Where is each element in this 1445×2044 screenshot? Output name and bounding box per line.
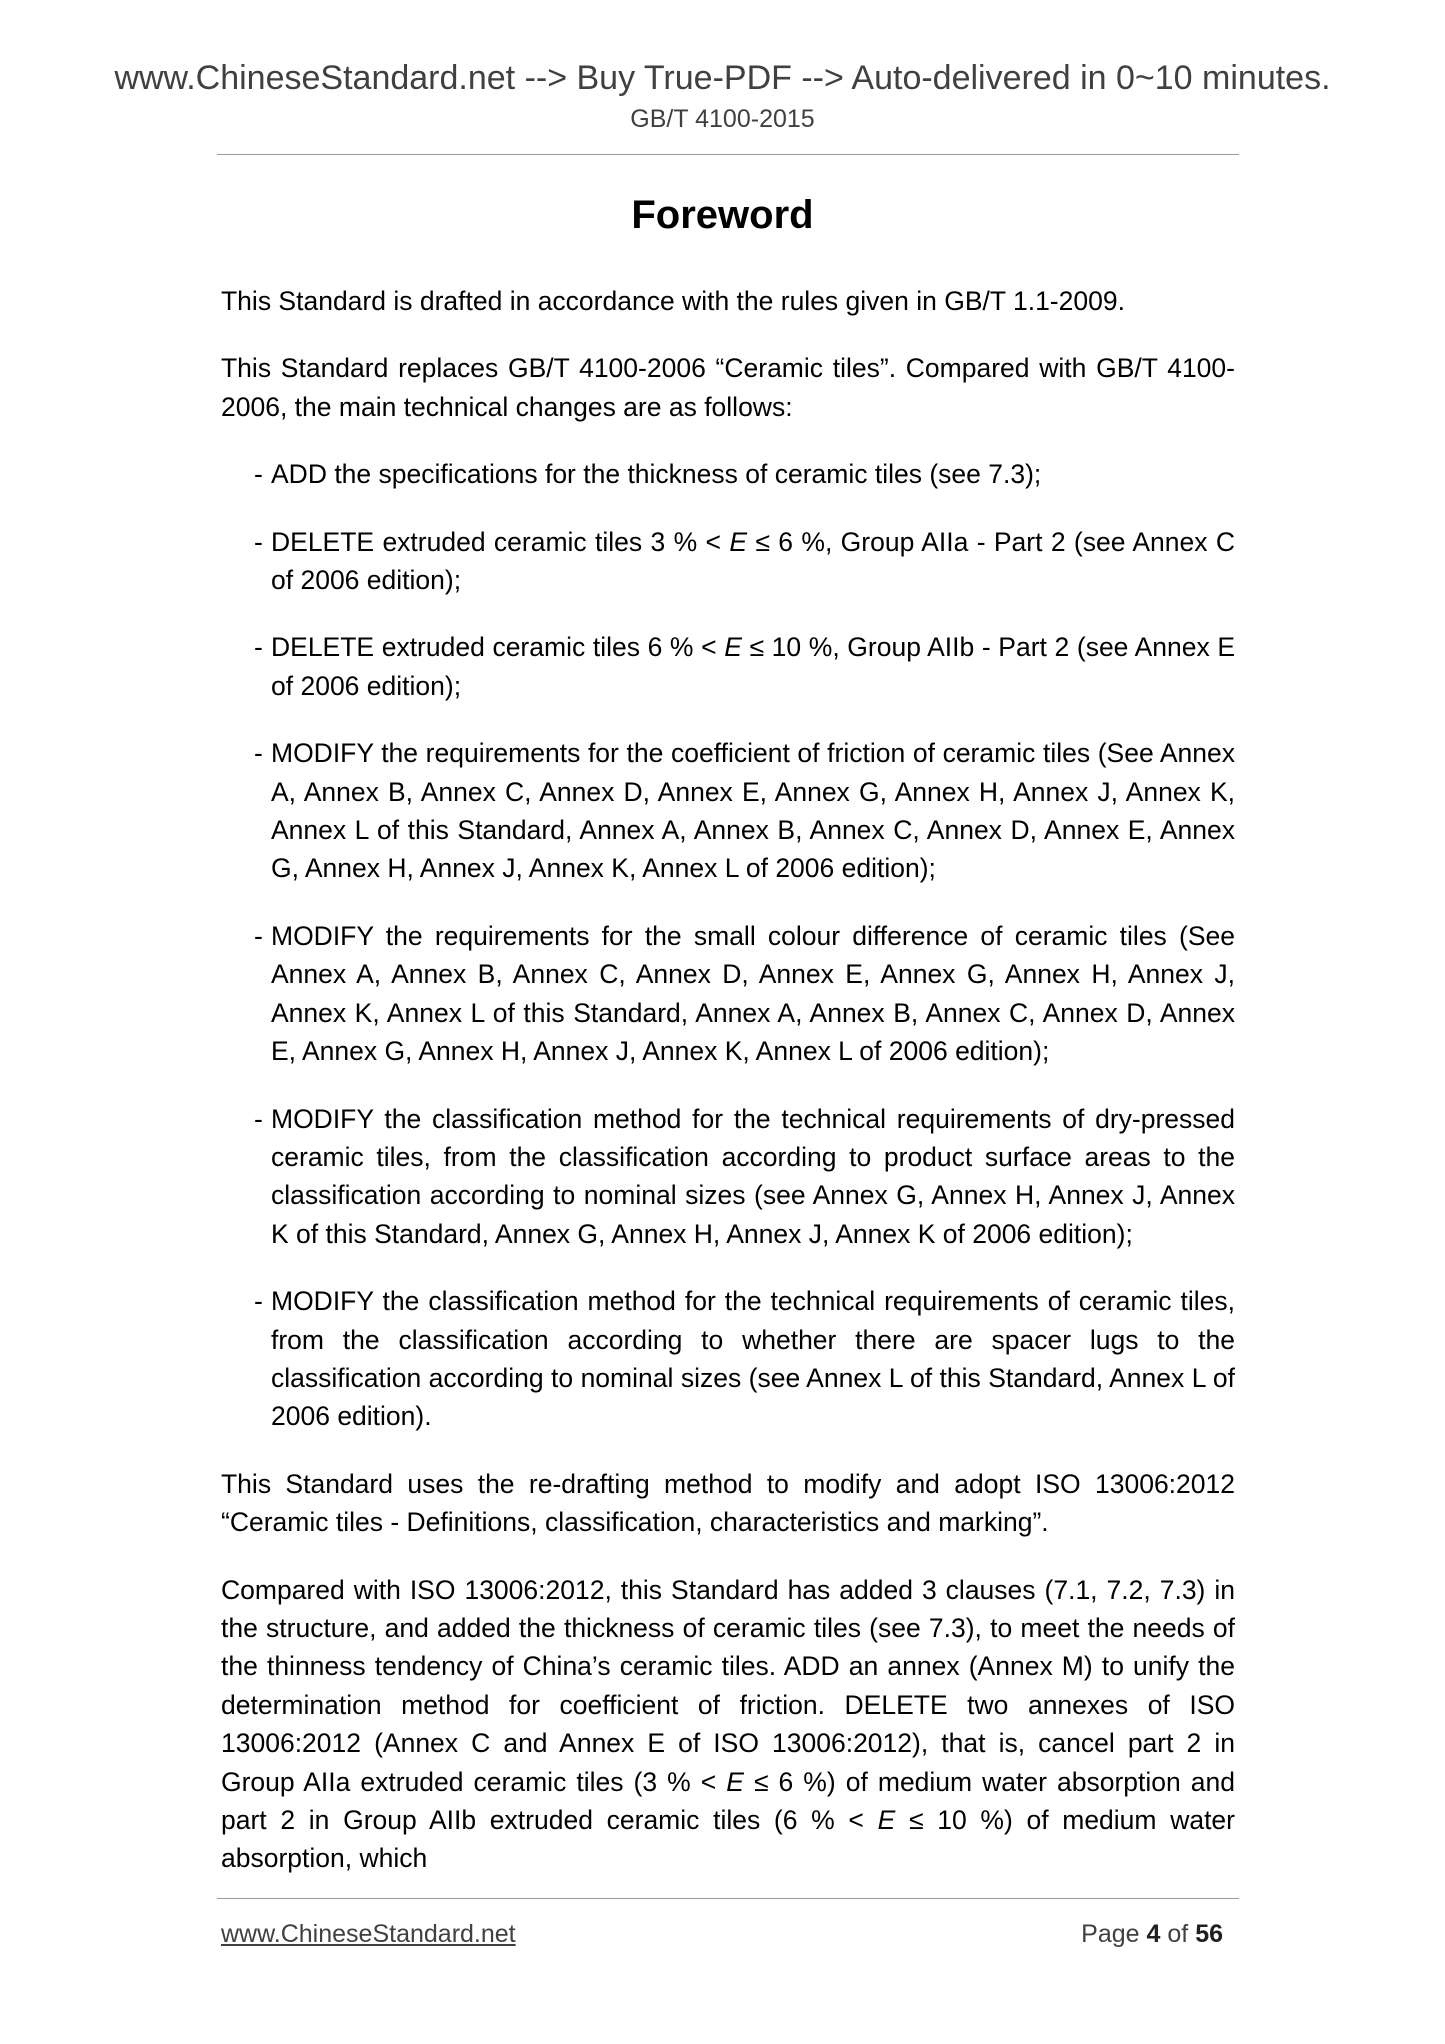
drafting-rules-paragraph: This Standard is drafted in accordance with the rules given in GB/T 1.1-2009.	[221, 286, 1125, 316]
list-dash: -	[254, 920, 263, 951]
variable-e: E	[877, 1805, 896, 1835]
change-item	[221, 734, 1235, 888]
variable-e: E	[724, 632, 742, 663]
change-item	[221, 917, 1235, 1071]
technical-changes-list	[221, 455, 1235, 1436]
standard-code: GB/T 4100-2015	[630, 105, 815, 133]
change-text-pre: DELETE extruded ceramic tiles 6 % <	[271, 632, 725, 663]
change-item	[221, 455, 1235, 493]
page-label: Page	[1081, 1920, 1140, 1948]
change-text: ADD the specifications for the thickness of ceramic tiles (see 7.3);	[271, 459, 1042, 490]
variable-e: E	[729, 526, 748, 557]
list-dash: -	[254, 738, 263, 769]
list-dash: -	[254, 1103, 263, 1134]
footer-divider	[217, 1898, 1239, 1899]
current-page-number: 4	[1146, 1920, 1161, 1948]
comparison-text-2: ≤ 6 %) of medium water absorption and part 2 in Group AIIb extruded ceramic tiles (6 % <	[221, 1766, 1235, 1835]
list-dash: -	[254, 526, 263, 557]
footer-site-link[interactable]: www.ChineseStandard.net	[221, 1920, 516, 1948]
header-divider	[217, 154, 1239, 155]
change-text: MODIFY the classification method for the technical requirements of dry-pressed ceramic tiles, from the classification according to product surface areas to the classification according to nominal sizes (see Annex G, Annex H, Annex J, Annex K of this Standard, Annex G, Annex H, Annex J, Annex K of 2006 edition);	[271, 1103, 1235, 1249]
change-item	[221, 1100, 1235, 1254]
total-pages-number: 56	[1195, 1920, 1223, 1948]
list-dash: -	[254, 632, 263, 663]
list-dash: -	[254, 1286, 263, 1317]
adoption-paragraph: This Standard uses the re-drafting method to modify and adopt ISO 13006:2012 “Ceramic tiles - Definitions, classification, characteristics and marking”.	[221, 1468, 1235, 1538]
foreword-body	[221, 282, 1235, 1907]
page-of-label: of	[1167, 1920, 1189, 1948]
change-text: MODIFY the classification method for the technical requirements of ceramic tiles, from the classification according to whether there are spacer lugs to the classification according to nominal sizes (see Annex L of this Standard, Annex L of 2006 edition).	[271, 1286, 1235, 1432]
change-text-post: ≤ 10 %, Group AIIb - Part 2 (see Annex E of 2006 edition);	[271, 632, 1236, 701]
replacement-paragraph: This Standard replaces GB/T 4100-2006 “Ceramic tiles”. Compared with GB/T 4100-2006, the main technical changes are as follows:	[221, 353, 1235, 422]
page-indicator	[1081, 1918, 1223, 1950]
comparison-text-1: Compared with ISO 13006:2012, this Standard has added 3 clauses (7.1, 7.2, 7.3) in the structure, and added the thickness of ceramic tiles (see 7.3), to meet the needs of the thinness tendency of China’s ceramic tiles. ADD an annex (Annex M) to unify the determination method for coefficient of friction. DELETE two annexes of ISO 13006:2012 (Annex C and Annex E of ISO 13006:2012), that is, cancel part 2 in Group AIIa extruded ceramic tiles (3 % <	[221, 1574, 1235, 1797]
change-text: MODIFY the requirements for the small colour difference of ceramic tiles (See Annex A, Annex B, Annex C, Annex D, Annex E, Annex G, Annex H, Annex J, Annex K, Annex L of this Standard, Annex A, Annex B, Annex C, Annex D, Annex E, Annex G, Annex H, Annex J, Annex K, Annex L of 2006 edition);	[271, 920, 1235, 1067]
change-item	[221, 628, 1235, 705]
change-item	[221, 1282, 1235, 1436]
change-text: MODIFY the requirements for the coefficient of friction of ceramic tiles (See Annex A, Annex B, Annex C, Annex D, Annex E, Annex G, Annex H, Annex J, Annex K, Annex L of this Standard, Annex A, Annex B, Annex C, Annex D, Annex E, Annex G, Annex H, Annex J, Annex K, Annex L of 2006 edition);	[271, 738, 1235, 884]
variable-e: E	[726, 1766, 744, 1797]
page-title: Foreword	[631, 193, 814, 237]
change-item	[221, 523, 1235, 600]
list-dash: -	[254, 459, 263, 490]
comparison-text-3: ≤ 10 %) of medium water absorption, which	[221, 1805, 1235, 1874]
comparison-paragraph	[221, 1571, 1235, 1878]
site-banner: www.ChineseStandard.net --> Buy True-PDF --> Auto-delivered in 0~10 minutes.	[114, 59, 1331, 97]
change-text-post: ≤ 6 %, Group AIIa - Part 2 (see Annex C of 2006 edition);	[271, 526, 1235, 596]
change-text-pre: DELETE extruded ceramic tiles 3 % <	[271, 526, 730, 557]
